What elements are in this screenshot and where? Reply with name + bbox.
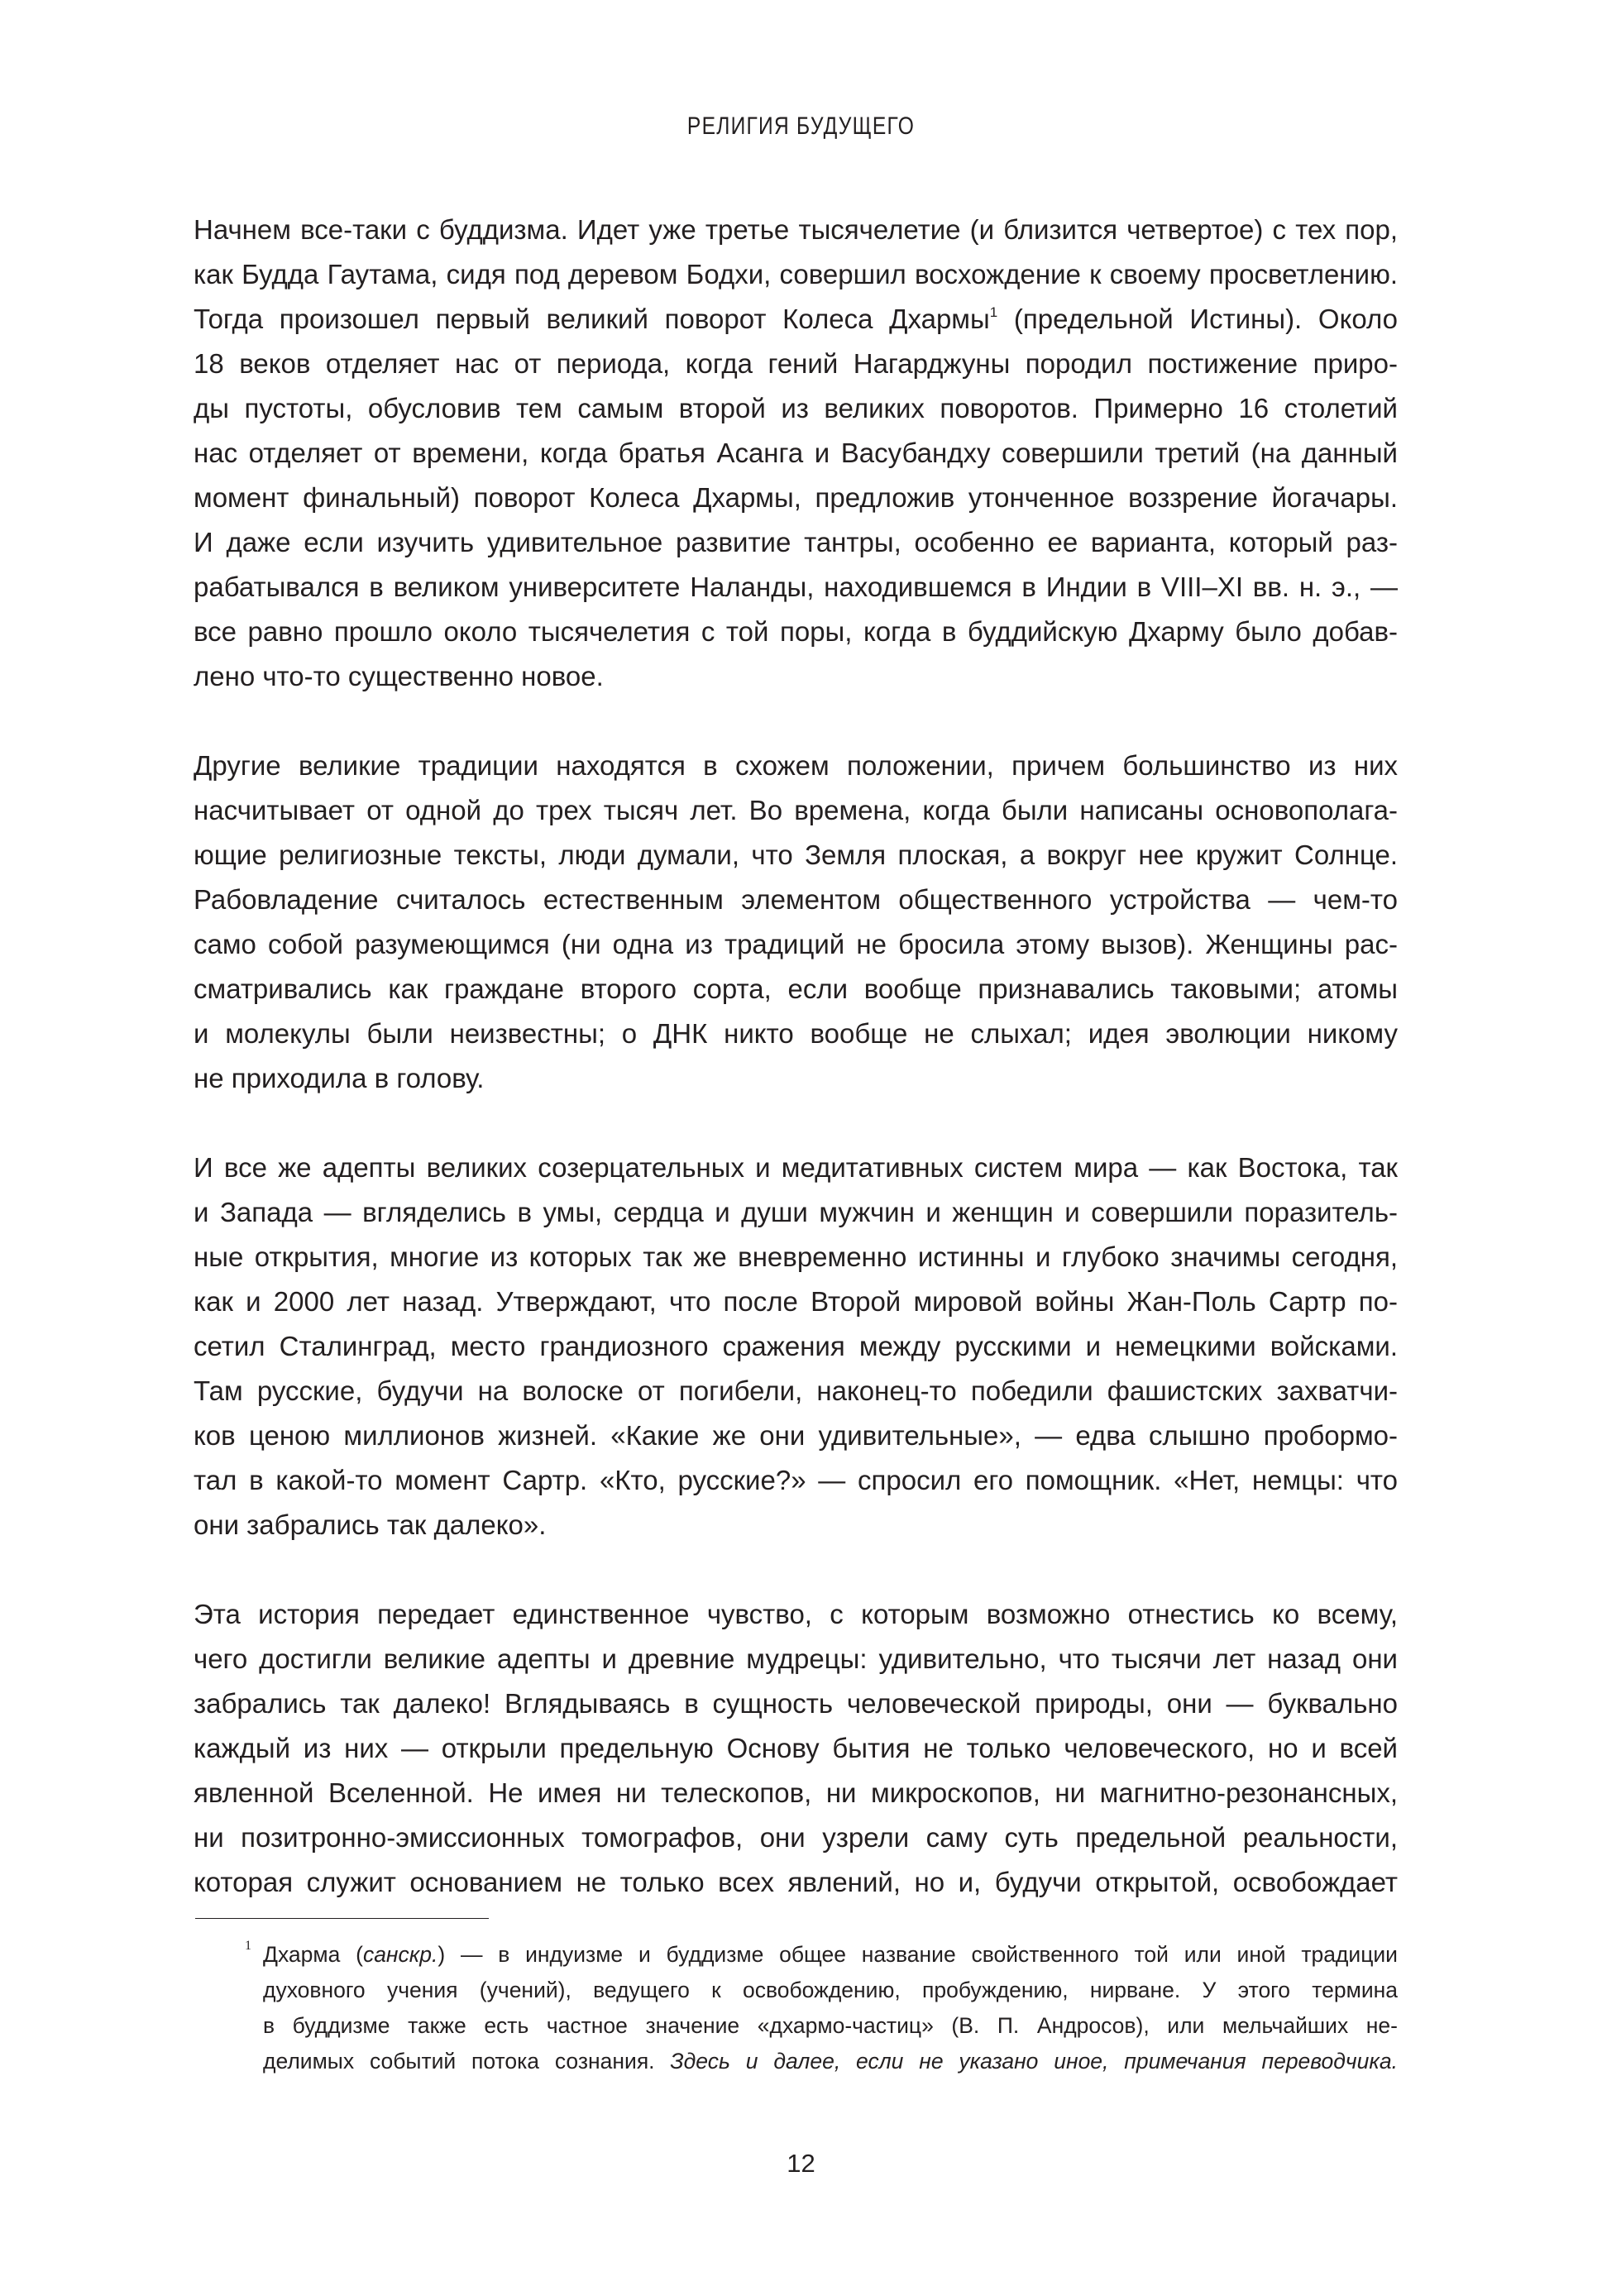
text-line: Рабовладение считалось естественным элементом общественного устройства — чем-то: [194, 884, 1398, 915]
footnote-line: в буддизме также есть частное значение «дхармо-частиц» (В. П. Андросов), или мельчайших не-: [263, 2013, 1398, 2038]
running-head: РЕЛИГИЯ БУДУЩЕГО: [686, 112, 916, 140]
text-line: тал в какой-то момент Сартр. «Кто, русские?» — спросил его помощник. «Нет, немцы: что: [194, 1465, 1398, 1495]
text-line: Эта история передает единственное чувство, с которым возможно отнестись ко всему,: [194, 1599, 1398, 1629]
body-text: [194, 208, 1398, 1905]
page-number: 12: [787, 2149, 815, 2178]
paragraph-2: [194, 744, 1398, 1101]
text-line: насчитывает от одной до трех тысяч лет. Во времена, когда были написаны основополага-: [194, 795, 1398, 825]
text-fragment: делимых событий потока сознания.: [263, 2049, 671, 2074]
text-line: все равно прошло около тысячелетия с той поры, когда в буддийскую Дхарму было добав-: [194, 616, 1398, 647]
footnote-separator: [195, 1918, 489, 1919]
paragraph-gap: [194, 1547, 1398, 1592]
paragraph-3: [194, 1146, 1398, 1547]
text-line: как Будда Гаутама, сидя под деревом Бодхи, совершил восхождение к своему просветлению.: [194, 259, 1398, 289]
text-line: забрались так далеко! Вглядываясь в сущность человеческой природы, они — буквально: [194, 1688, 1398, 1719]
text-line: ющие религиозные тексты, люди думали, что Земля плоская, а вокруг нее кружит Солнце.: [194, 839, 1398, 870]
text-line: чего достигли великие адепты и древние мудрецы: удивительно, что тысячи лет назад они: [194, 1643, 1398, 1674]
text-line: Там русские, будучи на волоске от погибели, наконец-то победили фашистских захватчи-: [194, 1375, 1398, 1406]
paragraph-4: [194, 1592, 1398, 1905]
text-fragment: Дхарма (: [263, 1942, 363, 1967]
paragraph-gap: [194, 699, 1398, 744]
text-line: ни позитронно-эмиссионных томографов, они узрели саму суть предельной реальности,: [194, 1822, 1398, 1853]
text-line: Начнем все-таки с буддизма. Идет уже третье тысячелетие (и близится четвертое) с тех пор,: [194, 214, 1398, 245]
text-fragment: ) — в индуизме и буддизме общее название свойственного той или иной традиции: [438, 1942, 1398, 1967]
footnote-line: [263, 2044, 1398, 2079]
footnote: [245, 1937, 1398, 2079]
text-fragment-italic: санскр.: [362, 1942, 438, 1967]
text-line: И даже если изучить удивительное развитие тантры, особенно ее варианта, который раз-: [194, 527, 1398, 557]
text-line: ные открытия, многие из которых так же вневременно истинны и глубоко значимы сегодня,: [194, 1241, 1398, 1272]
footnote-line: духовного учения (учений), ведущего к освобождению, пробуждению, нирване. У этого термина: [263, 1978, 1398, 2002]
text-line: которая служит основанием не только всех явлений, но и, будучи открытой, освобождает: [194, 1867, 1398, 1897]
footnote-line: [263, 1937, 1398, 1973]
text-fragment-italic: Здесь и далее, если не указано иное, примечания переводчика.: [670, 2049, 1398, 2074]
paragraph-1: [194, 208, 1398, 699]
text-line: сматривались как граждане второго сорта, если вообще признавались таковыми; атомы: [194, 973, 1398, 1004]
text-line: они забрались так далеко».: [194, 1509, 547, 1540]
text-line: как и 2000 лет назад. Утверждают, что после Второй мировой войны Жан-Поль Сартр по-: [194, 1286, 1398, 1317]
footnote-number: 1: [245, 1939, 251, 1953]
text-line: не приходила в голову.: [194, 1063, 485, 1093]
footnote-reference[interactable]: 1: [989, 304, 998, 320]
text-fragment: Тогда произошел первый великий поворот Колеса Дхармы: [194, 304, 990, 334]
text-line: рабатывался в великом университете Наланды, находившемся в Индии в VIII–XI вв. н. э., —: [194, 572, 1398, 602]
text-line: момент финальный) поворот Колеса Дхармы, предложив утонченное воззрение йогачары.: [194, 482, 1398, 513]
text-line: Другие великие традиции находятся в схожем положении, причем большинство из них: [194, 750, 1398, 781]
paragraph-gap: [194, 1101, 1398, 1146]
text-line: ков ценою миллионов жизней. «Какие же они удивительные», — едва слышно пробормо-: [194, 1420, 1398, 1451]
text-line: ды пустоты, обусловив тем самым второй из великих поворотов. Примерно 16 столетий: [194, 393, 1398, 423]
text-line: сетил Сталинград, место грандиозного сражения между русскими и немецкими войсками.: [194, 1331, 1398, 1361]
text-line: лено что-то существенно новое.: [194, 661, 604, 691]
text-line: и Запада — вгляделись в умы, сердца и души мужчин и женщин и совершили поразитель-: [194, 1197, 1398, 1227]
text-line: само собой разумеющимся (ни одна из традиций не бросила этому вызов). Женщины рас-: [194, 929, 1398, 959]
text-line: и молекулы были неизвестны; о ДНК никто вообще не слыхал; идея эволюции никому: [194, 1018, 1398, 1049]
text-line: 18 веков отделяет нас от периода, когда гений Нагарджуны породил постижение приро-: [194, 348, 1398, 379]
text-line: И все же адепты великих созерцательных и медитативных систем мира — как Востока, так: [194, 1152, 1398, 1183]
text-line: [194, 297, 1398, 342]
text-line: каждый из них — открыли предельную Основу бытия не только человеческого, но и всей: [194, 1733, 1398, 1763]
text-line: явленной Вселенной. Не имея ни телескопов, ни микроскопов, ни магнитно-резонансных,: [194, 1777, 1398, 1808]
text-fragment: (предельной Истины). Около: [997, 304, 1398, 334]
text-line: нас отделяет от времени, когда братья Асанга и Васубандху совершили третий (на данный: [194, 438, 1398, 468]
